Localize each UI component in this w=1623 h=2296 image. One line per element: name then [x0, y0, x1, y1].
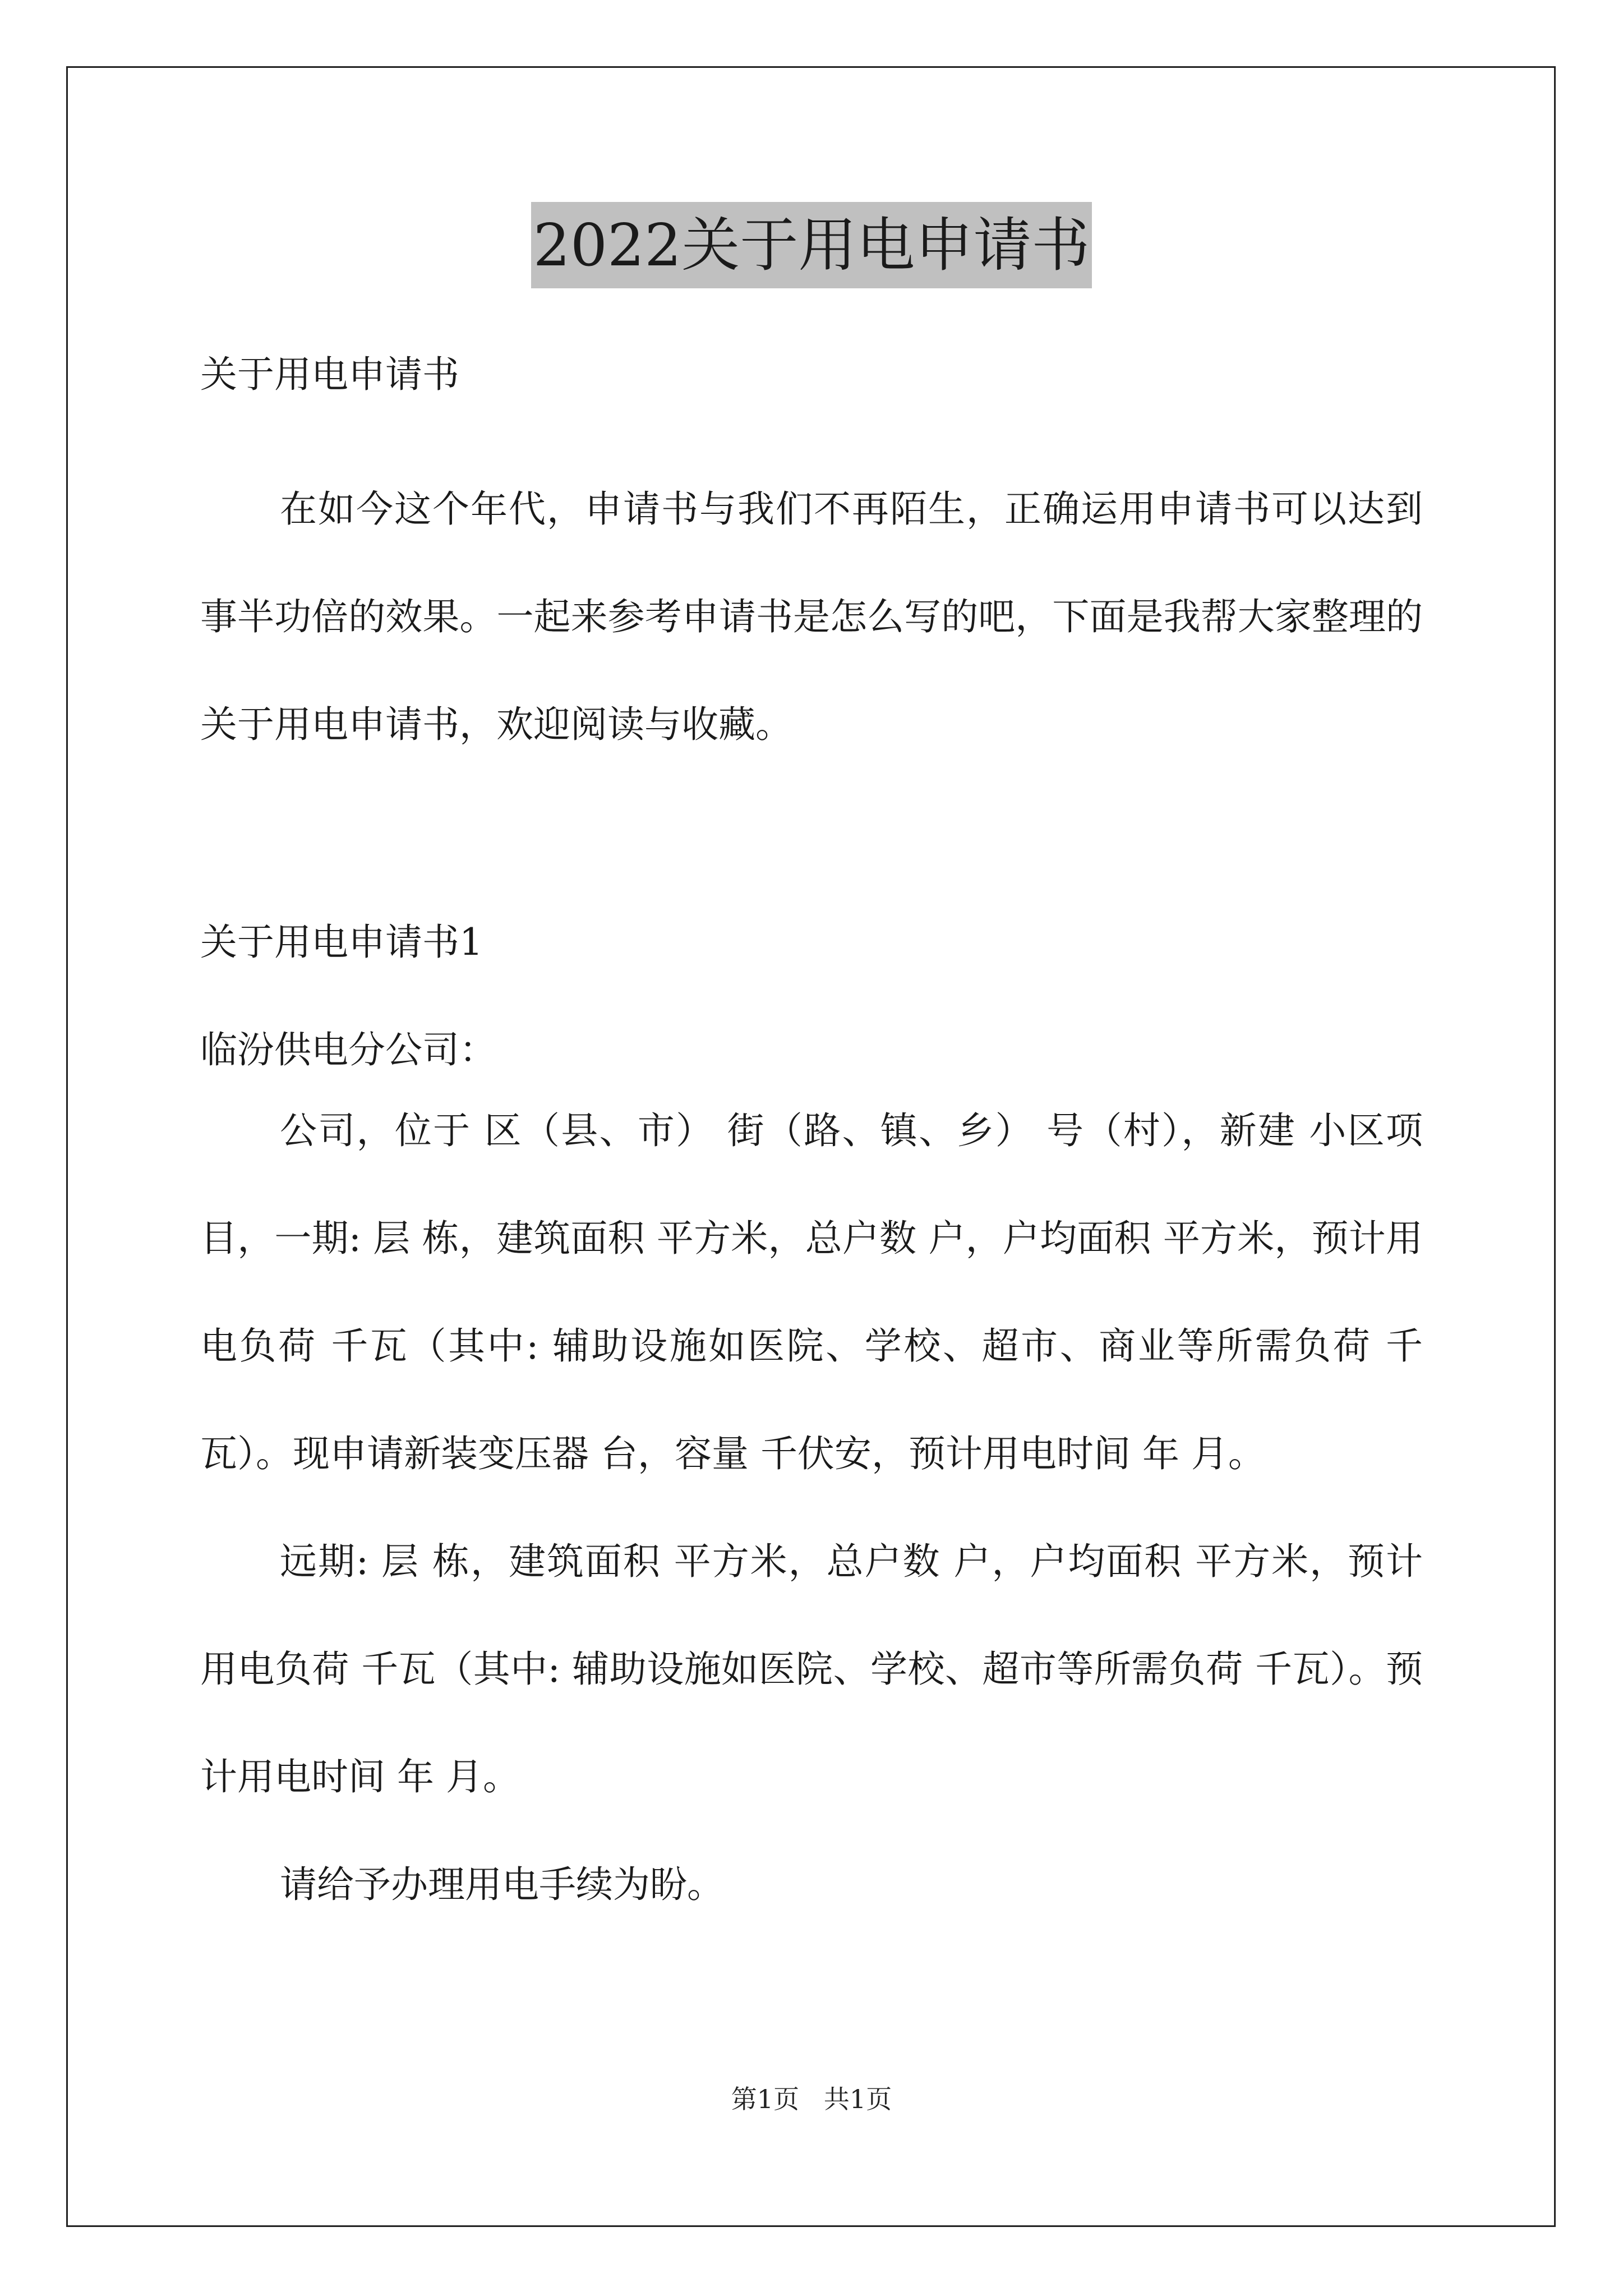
intro-paragraph: 在如今这个年代，申请书与我们不再陌生，正确运用申请书可以达到事半功倍的效果。一起来参考申请书是怎么写的吧，下面是我帮大家整理的关于用电申请书，欢迎阅读与收藏。: [200, 487, 1423, 746]
body-paragraph-3: 请给予办理用电手续为盼。: [280, 1863, 724, 1906]
body-paragraph-2: 远期: 层 栋，建筑面积 平方米，总户数 户，户均面积 平方米，预计用电负荷 千瓦（其中: 辅助设施如医院、学校、超市等所需负荷 千瓦）。预计用电时间 年 月。: [200, 1540, 1423, 1798]
section-heading: 关于用电申请书1: [200, 921, 483, 964]
body-paragraph-1: 公司，位于 区（县、市） 街（路、镇、乡） 号（村），新建 小区项目，一期: 层 栋，建筑面积 平方米，总户数 户，户均面积 平方米，预计用电负荷 千瓦（其中: 辅助设施如医院、学校、超市、商业等所需负荷 千瓦）。现申请新装变压器 台，容量 千伏安，预计用电时间 年 月。: [200, 1109, 1423, 1475]
page-footer: 第1页 共1页: [731, 2084, 892, 2114]
subtitle: 关于用电申请书: [200, 353, 459, 396]
document-body: [200, 348, 1423, 1939]
recipient-line: 临汾供电分公司：: [200, 1028, 496, 1071]
document-title: 2022关于用电申请书: [531, 202, 1092, 288]
title-area: [0, 202, 1623, 288]
